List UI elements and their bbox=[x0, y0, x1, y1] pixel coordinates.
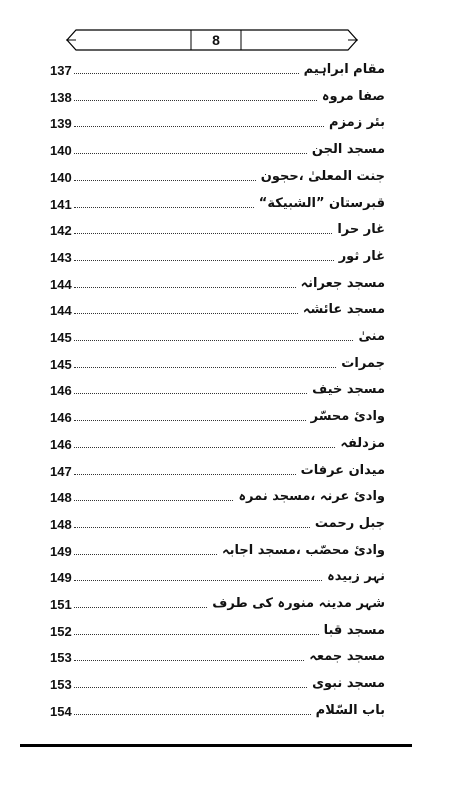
toc-title: غار حرا bbox=[334, 222, 385, 237]
dot-leader bbox=[74, 153, 307, 154]
toc-title: صفا مروہ bbox=[319, 89, 385, 104]
toc-entry[interactable] bbox=[50, 60, 385, 86]
toc-entry[interactable] bbox=[50, 140, 385, 166]
dot-leader bbox=[74, 500, 233, 501]
dot-leader bbox=[74, 687, 307, 688]
toc-page-number: 145 bbox=[50, 356, 72, 372]
toc-page-number: 145 bbox=[50, 330, 72, 345]
dot-leader bbox=[74, 554, 217, 555]
bottom-rule bbox=[20, 744, 412, 747]
page-number: 8 bbox=[212, 32, 220, 48]
dot-leader bbox=[74, 474, 296, 475]
toc-entry[interactable] bbox=[50, 514, 385, 540]
toc-title: مسجد عائشہ bbox=[300, 302, 385, 317]
dot-leader bbox=[74, 207, 254, 208]
toc-entry[interactable] bbox=[50, 113, 385, 139]
dot-leader bbox=[74, 580, 322, 581]
toc-entry[interactable] bbox=[50, 674, 385, 700]
toc-entry[interactable] bbox=[50, 594, 385, 620]
toc-entry[interactable] bbox=[50, 647, 385, 673]
toc-title: مقام ابراہیم bbox=[301, 62, 385, 77]
toc-page-number: 154 bbox=[50, 703, 72, 719]
toc-title: مسجد الجن bbox=[309, 142, 385, 157]
toc-title: وادیٔ عرنہ ،مسجد نمرہ bbox=[235, 489, 385, 504]
dot-leader bbox=[74, 634, 319, 635]
toc-title: میدان عرفات bbox=[298, 463, 385, 478]
toc-page-number: 151 bbox=[50, 597, 72, 612]
toc-title: جمرات bbox=[338, 356, 385, 371]
dot-leader bbox=[74, 340, 353, 341]
toc-page-number: 144 bbox=[50, 303, 72, 319]
toc-page-number: 153 bbox=[50, 650, 72, 666]
toc-page-number: 148 bbox=[50, 516, 72, 532]
toc-page-number: 141 bbox=[50, 196, 72, 212]
toc-entry[interactable] bbox=[50, 194, 385, 220]
toc-entry[interactable] bbox=[50, 407, 385, 433]
toc-title: قبرستان ”الشبیکة“ bbox=[256, 196, 385, 211]
toc-title: مزدلفہ bbox=[337, 436, 385, 451]
toc-page-number: 143 bbox=[50, 249, 72, 265]
dot-leader bbox=[74, 233, 332, 234]
toc-title: منیٰ bbox=[355, 329, 385, 344]
dot-leader bbox=[74, 660, 304, 661]
dot-leader bbox=[74, 607, 207, 608]
toc-entry[interactable] bbox=[50, 220, 385, 246]
dot-leader bbox=[74, 714, 311, 715]
toc-page-number: 137 bbox=[50, 63, 72, 78]
toc-page-number: 146 bbox=[50, 436, 72, 452]
toc-page-number: 144 bbox=[50, 276, 72, 292]
dot-leader bbox=[74, 527, 310, 528]
toc-entry[interactable] bbox=[50, 541, 385, 567]
toc-entry[interactable] bbox=[50, 327, 385, 353]
toc-title: بئر زمزم bbox=[326, 115, 385, 130]
toc-page-number: 147 bbox=[50, 463, 72, 479]
toc-page-number: 149 bbox=[50, 570, 72, 586]
dot-leader bbox=[74, 420, 306, 421]
dot-leader bbox=[74, 180, 256, 181]
toc-title: جبل رحمت bbox=[312, 516, 385, 531]
toc-title: غار ثور bbox=[336, 249, 385, 264]
toc-title: مسجد نبوی bbox=[309, 676, 385, 691]
dot-leader bbox=[74, 447, 335, 448]
toc-page-number: 146 bbox=[50, 410, 72, 426]
dot-leader bbox=[74, 73, 299, 74]
toc-page-number: 146 bbox=[50, 383, 72, 399]
toc-title: مسجد خیف bbox=[309, 382, 385, 397]
toc-title: مسجد قبا bbox=[321, 623, 385, 638]
toc-page-number: 140 bbox=[50, 169, 72, 185]
toc-page-number: 153 bbox=[50, 677, 72, 693]
toc-page-number: 148 bbox=[50, 490, 72, 506]
toc-entry[interactable] bbox=[50, 354, 385, 380]
toc-entry[interactable] bbox=[50, 567, 385, 593]
toc-entry[interactable] bbox=[50, 461, 385, 487]
toc-entry[interactable] bbox=[50, 167, 385, 193]
toc-title: جنت المعلیٰ ،حجون bbox=[258, 169, 385, 184]
dot-leader bbox=[74, 393, 307, 394]
toc-title: باب السّلام bbox=[313, 703, 385, 718]
dot-leader bbox=[74, 287, 296, 288]
toc-page-number: 152 bbox=[50, 623, 72, 639]
toc-entry[interactable] bbox=[50, 87, 385, 113]
toc-title: مسجد جمعہ bbox=[306, 649, 385, 664]
toc-title: شہر مدینہ منورہ کی طرف bbox=[209, 596, 385, 611]
dot-leader bbox=[74, 100, 317, 101]
toc-page-number: 149 bbox=[50, 543, 72, 559]
toc-entry[interactable] bbox=[50, 434, 385, 460]
toc-entry[interactable] bbox=[50, 380, 385, 406]
toc-entry[interactable] bbox=[50, 247, 385, 273]
page-header-banner bbox=[66, 29, 358, 51]
dot-leader bbox=[74, 126, 324, 127]
dot-leader bbox=[74, 313, 298, 314]
toc-entry[interactable] bbox=[50, 701, 385, 727]
toc-page-number: 140 bbox=[50, 143, 72, 159]
toc-page-number: 138 bbox=[50, 89, 72, 105]
toc-entry[interactable] bbox=[50, 274, 385, 300]
dot-leader bbox=[74, 367, 336, 368]
toc-title: نہر زبیدہ bbox=[324, 569, 385, 584]
toc-title: وادیٔ محصّب ،مسجد اجابہ bbox=[219, 543, 385, 558]
toc-title: وادیٔ محسّر bbox=[308, 409, 385, 424]
toc-page-number: 142 bbox=[50, 223, 72, 239]
toc-page-number: 139 bbox=[50, 116, 72, 132]
toc-entry[interactable] bbox=[50, 300, 385, 326]
toc-entry[interactable] bbox=[50, 487, 385, 513]
toc-entry[interactable] bbox=[50, 621, 385, 647]
dot-leader bbox=[74, 260, 334, 261]
toc-title: مسجد جعرانہ bbox=[298, 276, 385, 291]
